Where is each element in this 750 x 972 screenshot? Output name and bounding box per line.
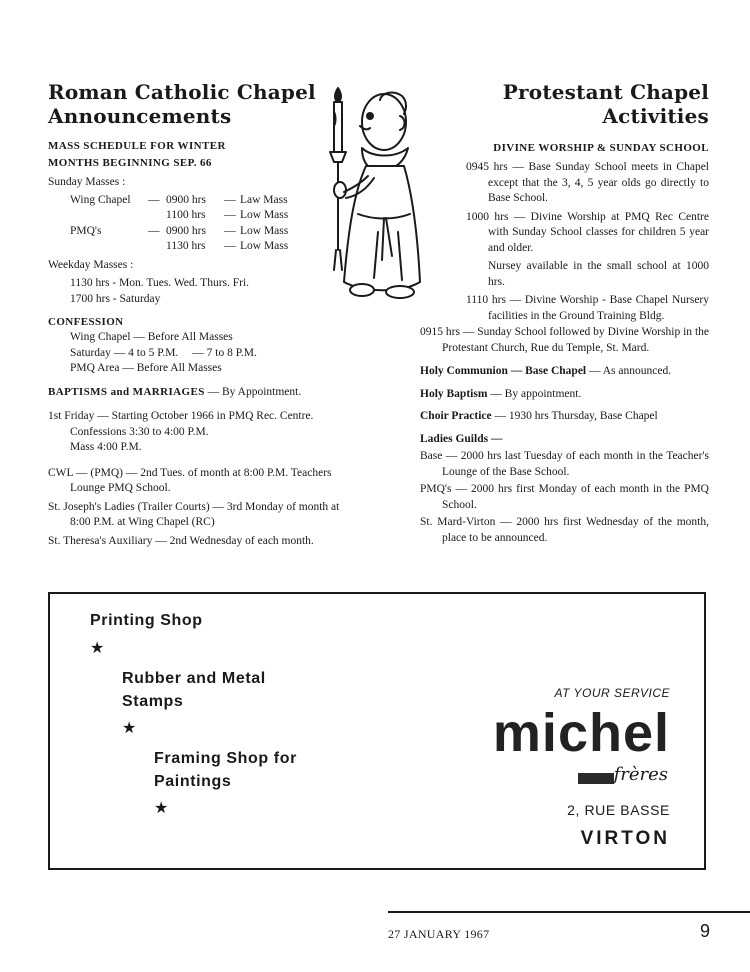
- communion-text: — As announced.: [586, 365, 672, 377]
- confession-saturday-evening: — 7 to 8 P.M.: [192, 346, 257, 359]
- sunday-mass-place: PMQ's: [70, 224, 102, 237]
- first-friday-confessions: Confessions 3:30 to 4:00 P.M.: [70, 425, 209, 438]
- sunday-mass-kind: Low Mass: [240, 224, 289, 237]
- confession-line-3: PMQ Area — Before All Masses: [70, 362, 222, 374]
- sunday-mass-table: [48, 193, 343, 255]
- sunday-mass-sep: —: [148, 193, 160, 206]
- confession-saturday: Saturday — 4 to 5 P.M.: [70, 346, 179, 359]
- item-0945: 0945 hrs — Base Sunday School meets in Chapel except that the 3, 4, 5 year olds go directly to Base School.: [466, 161, 709, 204]
- sunday-mass-row: [48, 208, 343, 224]
- baptisms-heading: BAPTISMS and MARRIAGES: [48, 385, 205, 398]
- sunday-mass-place: [70, 208, 148, 224]
- sunday-mass-kind: Low Mass: [240, 240, 289, 252]
- ad-address: 2, RUE BASSE: [567, 802, 670, 818]
- item-nursey: Nursey available in the small school at 1000 hrs.: [488, 260, 709, 288]
- choir-line: [420, 409, 709, 425]
- ad-star-2: ★: [122, 720, 137, 737]
- sunday-mass-place: Wing Chapel: [70, 193, 131, 206]
- st-joseph-item: St. Joseph's Ladies (Trailer Courts) — 3rd Monday of month at 8:00 P.M. at Wing Chapel (RC): [48, 500, 340, 528]
- ad-framing-shop: Framing Shop for: [154, 750, 297, 767]
- footer-date: 27 JANUARY 1967: [388, 927, 490, 941]
- ad-at-your-service: AT YOUR SERVICE: [554, 686, 670, 700]
- protestant-title-line2: Activities: [602, 104, 709, 128]
- ad-star-3: ★: [154, 800, 169, 817]
- sunday-mass-dash: —: [224, 224, 236, 237]
- sunday-mass-row: [48, 193, 343, 209]
- sunday-mass-sep: —: [148, 224, 160, 237]
- choir-heading: Choir Practice: [420, 410, 492, 422]
- sunday-mass-place: [70, 239, 148, 255]
- first-friday-line: 1st Friday — Starting October 1966 in PMQ Rec. Centre.: [48, 410, 314, 422]
- communion-heading: Holy Communion — Base Chapel: [420, 365, 587, 377]
- ad-brand-michel: michel: [492, 703, 670, 763]
- baptism-text: — By appointment.: [487, 387, 582, 400]
- page-number: 9: [700, 921, 711, 941]
- cwl-item: CWL — (PMQ) — 2nd Tues. of month at 8:00 P.M. Teachers Lounge PMQ School.: [48, 466, 332, 494]
- baptisms-text: — By Appointment.: [204, 385, 302, 398]
- mass-schedule-heading-1: MASS SCHEDULE FOR WINTER: [48, 140, 226, 152]
- baptism-line: [420, 387, 709, 403]
- item-0915: 0915 hrs — Sunday School followed by Divine Worship in the Protestant Church, Rue du Temple, St. Mard.: [420, 326, 709, 354]
- michel-advertisement: [48, 592, 706, 870]
- monk-candle-illustration: [322, 82, 434, 322]
- sunday-mass-row: [48, 239, 343, 255]
- rc-section: [48, 80, 343, 549]
- weekday-masses-label: Weekday Masses :: [48, 258, 134, 271]
- sunday-mass-time: 1130 hrs: [166, 240, 206, 252]
- sunday-mass-sep: [148, 208, 166, 224]
- sunday-masses-label: Sunday Masses :: [48, 176, 126, 188]
- ad-brand-bar: [578, 773, 614, 784]
- guild-st-mard: St. Mard-Virton — 2000 hrs first Wednesday of the month, place to be announced.: [420, 516, 709, 544]
- item-1110: 1110 hrs — Divine Worship - Base Chapel Nursery facilities in the Ground Training Bldg.: [466, 294, 709, 322]
- mass-schedule-heading-2: MONTHS BEGINNING SEP. 66: [48, 157, 212, 169]
- rc-title-line2: Announcements: [48, 104, 232, 128]
- guilds-heading: Ladies Guilds —: [420, 432, 503, 445]
- first-friday-mass: Mass 4:00 P.M.: [70, 441, 142, 453]
- worship-heading: DIVINE WORSHIP & SUNDAY SCHOOL: [493, 142, 709, 154]
- confession-line-2: [48, 346, 343, 362]
- rc-title-line1: Roman Catholic Chapel: [48, 80, 316, 104]
- sunday-mass-dash: —: [224, 240, 236, 252]
- sunday-mass-time: 0900 hrs: [166, 224, 206, 237]
- weekday-line-1: 1130 hrs - Mon. Tues. Wed. Thurs. Fri.: [70, 277, 250, 289]
- ad-city: VIRTON: [580, 828, 670, 849]
- protestant-title-line1: Protestant Chapel: [502, 80, 709, 104]
- protestant-section: [420, 80, 709, 546]
- guild-base: Base — 2000 hrs last Tuesday of each month in the Teacher's Lounge of the Base School.: [420, 450, 709, 478]
- ad-freres: frères: [613, 764, 668, 785]
- item-1000: 1000 hrs — Divine Worship at PMQ Rec Centre with Sunday School classes for children 5 year and older.: [466, 210, 709, 254]
- footer-rule: [388, 911, 750, 913]
- ad-rubber-metal: Rubber and Metal: [122, 670, 266, 687]
- ad-printing-shop: Printing Shop: [90, 612, 203, 629]
- ad-paintings: Paintings: [154, 773, 232, 790]
- ad-stamps: Stamps: [122, 693, 184, 710]
- sunday-mass-row: [48, 224, 343, 240]
- sunday-mass-time: 1100 hrs: [166, 209, 206, 221]
- weekday-line-2: 1700 hrs - Saturday: [70, 292, 161, 305]
- sunday-mass-kind: Low Mass: [240, 209, 289, 221]
- communion-line: [420, 364, 709, 380]
- confession-heading: CONFESSION: [48, 316, 124, 328]
- choir-text: — 1930 hrs Thursday, Base Chapel: [491, 410, 658, 422]
- sunday-mass-dash: —: [224, 209, 236, 221]
- st-theresa-item: St. Theresa's Auxiliary — 2nd Wednesday of each month.: [48, 534, 314, 547]
- sunday-mass-dash: —: [224, 193, 236, 206]
- sunday-mass-kind: Law Mass: [240, 193, 288, 206]
- baptism-heading: Holy Baptism: [420, 387, 488, 400]
- sunday-mass-time: 0900 hrs: [166, 193, 206, 206]
- guild-pmq: PMQ's — 2000 hrs first Monday of each month in the PMQ School.: [420, 483, 709, 511]
- baptisms-line: [48, 385, 343, 401]
- ad-star-1: ★: [90, 640, 105, 657]
- confession-line-1: Wing Chapel — Before All Masses: [70, 331, 233, 343]
- sunday-mass-sep: [148, 239, 166, 255]
